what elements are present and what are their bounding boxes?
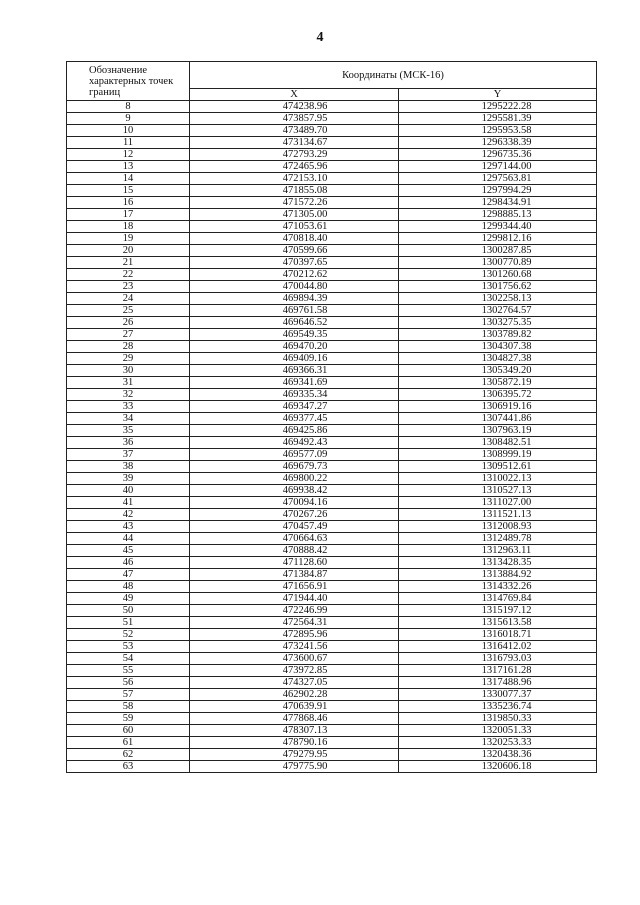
x-coordinate-cell: 471572.26 xyxy=(190,197,399,209)
y-coordinate-cell: 1306395.72 xyxy=(399,389,597,401)
table-row xyxy=(67,449,597,461)
point-cell: 37 xyxy=(67,449,190,461)
x-coordinate-cell: 473241.56 xyxy=(190,641,399,653)
x-coordinate-cell: 471128.60 xyxy=(190,557,399,569)
point-cell: 28 xyxy=(67,341,190,353)
y-coordinate-cell: 1312489.78 xyxy=(399,533,597,545)
x-coordinate-cell: 472153.10 xyxy=(190,173,399,185)
point-cell: 32 xyxy=(67,389,190,401)
point-cell: 27 xyxy=(67,329,190,341)
y-coordinate-cell: 1319850.33 xyxy=(399,713,597,725)
x-coordinate-cell: 470267.26 xyxy=(190,509,399,521)
x-coordinate-cell: 472465.96 xyxy=(190,161,399,173)
y-coordinate-cell: 1297144.00 xyxy=(399,161,597,173)
y-coordinate-cell: 1307963.19 xyxy=(399,425,597,437)
point-cell: 56 xyxy=(67,677,190,689)
point-cell: 39 xyxy=(67,473,190,485)
table-row xyxy=(67,413,597,425)
table-row xyxy=(67,713,597,725)
y-coordinate-cell: 1314332.26 xyxy=(399,581,597,593)
table-row xyxy=(67,725,597,737)
table-row xyxy=(67,461,597,473)
y-coordinate-cell: 1335236.74 xyxy=(399,701,597,713)
point-cell: 36 xyxy=(67,437,190,449)
y-coordinate-cell: 1310022.13 xyxy=(399,473,597,485)
table-row xyxy=(67,593,597,605)
table-row xyxy=(67,641,597,653)
y-coordinate-cell: 1317488.96 xyxy=(399,677,597,689)
table-row xyxy=(67,317,597,329)
x-coordinate-cell: 470094.16 xyxy=(190,497,399,509)
x-coordinate-cell: 470044.80 xyxy=(190,281,399,293)
table-row xyxy=(67,281,597,293)
y-coordinate-cell: 1320253.33 xyxy=(399,737,597,749)
x-coordinate-cell: 473972.85 xyxy=(190,665,399,677)
table-row xyxy=(67,701,597,713)
point-cell: 42 xyxy=(67,509,190,521)
point-cell: 53 xyxy=(67,641,190,653)
y-coordinate-cell: 1301260.68 xyxy=(399,269,597,281)
y-coordinate-cell: 1295581.39 xyxy=(399,113,597,125)
y-coordinate-cell: 1320438.36 xyxy=(399,749,597,761)
table-row xyxy=(67,113,597,125)
x-coordinate-cell: 469347.27 xyxy=(190,401,399,413)
x-coordinate-cell: 470818.40 xyxy=(190,233,399,245)
point-cell: 33 xyxy=(67,401,190,413)
table-row xyxy=(67,677,597,689)
table-row xyxy=(67,389,597,401)
table-row xyxy=(67,197,597,209)
y-coordinate-cell: 1315197.12 xyxy=(399,605,597,617)
y-coordinate-cell: 1295953.58 xyxy=(399,125,597,137)
table-row xyxy=(67,269,597,281)
x-coordinate-cell: 469646.52 xyxy=(190,317,399,329)
table-row xyxy=(67,257,597,269)
table-row xyxy=(67,101,597,113)
x-coordinate-cell: 474238.96 xyxy=(190,101,399,113)
point-cell: 26 xyxy=(67,317,190,329)
table-row xyxy=(67,557,597,569)
point-cell: 61 xyxy=(67,737,190,749)
table-row xyxy=(67,185,597,197)
y-coordinate-cell: 1313884.92 xyxy=(399,569,597,581)
table-row xyxy=(67,341,597,353)
x-column-header: X xyxy=(190,89,399,101)
x-coordinate-cell: 469761.58 xyxy=(190,305,399,317)
table-row xyxy=(67,653,597,665)
y-coordinate-cell: 1311027.00 xyxy=(399,497,597,509)
table-row xyxy=(67,581,597,593)
table-row xyxy=(67,221,597,233)
x-coordinate-cell: 473600.67 xyxy=(190,653,399,665)
y-coordinate-cell: 1303275.35 xyxy=(399,317,597,329)
x-coordinate-cell: 473857.95 xyxy=(190,113,399,125)
table-row xyxy=(67,233,597,245)
x-coordinate-cell: 473134.67 xyxy=(190,137,399,149)
point-cell: 13 xyxy=(67,161,190,173)
y-coordinate-cell: 1295222.28 xyxy=(399,101,597,113)
x-coordinate-cell: 472793.29 xyxy=(190,149,399,161)
point-cell: 20 xyxy=(67,245,190,257)
y-coordinate-cell: 1308999.19 xyxy=(399,449,597,461)
x-coordinate-cell: 471384.87 xyxy=(190,569,399,581)
table-row xyxy=(67,569,597,581)
point-cell: 12 xyxy=(67,149,190,161)
point-cell: 34 xyxy=(67,413,190,425)
point-cell: 52 xyxy=(67,629,190,641)
table-row xyxy=(67,137,597,149)
x-coordinate-cell: 479279.95 xyxy=(190,749,399,761)
table-row xyxy=(67,401,597,413)
x-coordinate-cell: 469425.86 xyxy=(190,425,399,437)
x-coordinate-cell: 470457.49 xyxy=(190,521,399,533)
point-cell: 18 xyxy=(67,221,190,233)
table-row xyxy=(67,473,597,485)
y-coordinate-cell: 1306919.16 xyxy=(399,401,597,413)
table-row xyxy=(67,737,597,749)
table-row xyxy=(67,665,597,677)
point-cell: 58 xyxy=(67,701,190,713)
coordinates-group-header: Координаты (МСК-16) xyxy=(190,62,597,89)
point-cell: 16 xyxy=(67,197,190,209)
point-cell: 22 xyxy=(67,269,190,281)
point-cell: 23 xyxy=(67,281,190,293)
point-cell: 31 xyxy=(67,377,190,389)
x-coordinate-cell: 478790.16 xyxy=(190,737,399,749)
x-coordinate-cell: 469366.31 xyxy=(190,365,399,377)
table-row xyxy=(67,365,597,377)
x-coordinate-cell: 469377.45 xyxy=(190,413,399,425)
y-coordinate-cell: 1330077.37 xyxy=(399,689,597,701)
table-row xyxy=(67,149,597,161)
point-cell: 29 xyxy=(67,353,190,365)
y-coordinate-cell: 1316412.02 xyxy=(399,641,597,653)
table-body xyxy=(67,101,597,773)
table-row xyxy=(67,485,597,497)
y-coordinate-cell: 1315613.58 xyxy=(399,617,597,629)
x-coordinate-cell: 471053.61 xyxy=(190,221,399,233)
y-coordinate-cell: 1304827.38 xyxy=(399,353,597,365)
table-row xyxy=(67,329,597,341)
x-coordinate-cell: 472246.99 xyxy=(190,605,399,617)
table-row xyxy=(67,425,597,437)
x-coordinate-cell: 469577.09 xyxy=(190,449,399,461)
point-cell: 57 xyxy=(67,689,190,701)
x-coordinate-cell: 469341.69 xyxy=(190,377,399,389)
point-cell: 24 xyxy=(67,293,190,305)
x-coordinate-cell: 469679.73 xyxy=(190,461,399,473)
x-coordinate-cell: 469894.39 xyxy=(190,293,399,305)
point-cell: 47 xyxy=(67,569,190,581)
y-coordinate-cell: 1300287.85 xyxy=(399,245,597,257)
table-row xyxy=(67,353,597,365)
y-coordinate-cell: 1317161.28 xyxy=(399,665,597,677)
y-coordinate-cell: 1305349.20 xyxy=(399,365,597,377)
y-coordinate-cell: 1301756.62 xyxy=(399,281,597,293)
point-cell: 46 xyxy=(67,557,190,569)
y-coordinate-cell: 1297994.29 xyxy=(399,185,597,197)
x-coordinate-cell: 462902.28 xyxy=(190,689,399,701)
point-cell: 10 xyxy=(67,125,190,137)
y-coordinate-cell: 1309512.61 xyxy=(399,461,597,473)
table-row xyxy=(67,749,597,761)
point-cell: 14 xyxy=(67,173,190,185)
x-coordinate-cell: 471305.00 xyxy=(190,209,399,221)
table-row xyxy=(67,293,597,305)
x-coordinate-cell: 473489.70 xyxy=(190,125,399,137)
y-coordinate-cell: 1308482.51 xyxy=(399,437,597,449)
y-coordinate-cell: 1305872.19 xyxy=(399,377,597,389)
table-row xyxy=(67,245,597,257)
point-cell: 50 xyxy=(67,605,190,617)
x-coordinate-cell: 470888.42 xyxy=(190,545,399,557)
x-coordinate-cell: 470639.91 xyxy=(190,701,399,713)
x-coordinate-cell: 472895.96 xyxy=(190,629,399,641)
x-coordinate-cell: 469800.22 xyxy=(190,473,399,485)
y-coordinate-cell: 1299812.16 xyxy=(399,233,597,245)
x-coordinate-cell: 469470.20 xyxy=(190,341,399,353)
table-row xyxy=(67,509,597,521)
y-coordinate-cell: 1311521.13 xyxy=(399,509,597,521)
y-coordinate-cell: 1313428.35 xyxy=(399,557,597,569)
x-coordinate-cell: 471656.91 xyxy=(190,581,399,593)
y-coordinate-cell: 1298885.13 xyxy=(399,209,597,221)
y-coordinate-cell: 1320606.18 xyxy=(399,761,597,773)
point-cell: 63 xyxy=(67,761,190,773)
table-row xyxy=(67,629,597,641)
y-coordinate-cell: 1316793.03 xyxy=(399,653,597,665)
table-row xyxy=(67,605,597,617)
page-number: 4 xyxy=(316,30,324,45)
x-coordinate-cell: 471855.08 xyxy=(190,185,399,197)
table-row xyxy=(67,209,597,221)
point-cell: 45 xyxy=(67,545,190,557)
point-cell: 35 xyxy=(67,425,190,437)
y-coordinate-cell: 1296338.39 xyxy=(399,137,597,149)
x-coordinate-cell: 470212.62 xyxy=(190,269,399,281)
y-coordinate-cell: 1316018.71 xyxy=(399,629,597,641)
table-row xyxy=(67,437,597,449)
y-coordinate-cell: 1296735.36 xyxy=(399,149,597,161)
coordinates-table xyxy=(66,61,597,773)
table-row xyxy=(67,125,597,137)
y-coordinate-cell: 1314769.84 xyxy=(399,593,597,605)
y-coordinate-cell: 1302258.13 xyxy=(399,293,597,305)
table-row xyxy=(67,689,597,701)
x-coordinate-cell: 471944.40 xyxy=(190,593,399,605)
y-coordinate-cell: 1300770.89 xyxy=(399,257,597,269)
table-row xyxy=(67,497,597,509)
x-coordinate-cell: 469335.34 xyxy=(190,389,399,401)
point-cell: 30 xyxy=(67,365,190,377)
point-designation-header: Обозначение характерных точек границ xyxy=(67,62,190,101)
y-coordinate-cell: 1320051.33 xyxy=(399,725,597,737)
table-row xyxy=(67,305,597,317)
table-row xyxy=(67,617,597,629)
x-coordinate-cell: 477868.46 xyxy=(190,713,399,725)
point-cell: 49 xyxy=(67,593,190,605)
y-coordinate-cell: 1299344.40 xyxy=(399,221,597,233)
y-coordinate-cell: 1312963.11 xyxy=(399,545,597,557)
point-cell: 15 xyxy=(67,185,190,197)
point-cell: 40 xyxy=(67,485,190,497)
point-cell: 25 xyxy=(67,305,190,317)
point-cell: 11 xyxy=(67,137,190,149)
table-row xyxy=(67,161,597,173)
x-coordinate-cell: 479775.90 xyxy=(190,761,399,773)
x-coordinate-cell: 469409.16 xyxy=(190,353,399,365)
point-cell: 48 xyxy=(67,581,190,593)
point-cell: 21 xyxy=(67,257,190,269)
y-coordinate-cell: 1307441.86 xyxy=(399,413,597,425)
x-coordinate-cell: 478307.13 xyxy=(190,725,399,737)
point-cell: 55 xyxy=(67,665,190,677)
y-coordinate-cell: 1310527.13 xyxy=(399,485,597,497)
y-coordinate-cell: 1302764.57 xyxy=(399,305,597,317)
point-cell: 41 xyxy=(67,497,190,509)
point-cell: 19 xyxy=(67,233,190,245)
table-row xyxy=(67,173,597,185)
point-cell: 9 xyxy=(67,113,190,125)
point-cell: 60 xyxy=(67,725,190,737)
x-coordinate-cell: 469549.35 xyxy=(190,329,399,341)
table-row xyxy=(67,377,597,389)
point-cell: 54 xyxy=(67,653,190,665)
point-cell: 38 xyxy=(67,461,190,473)
x-coordinate-cell: 469938.42 xyxy=(190,485,399,497)
x-coordinate-cell: 469492.43 xyxy=(190,437,399,449)
y-coordinate-cell: 1303789.82 xyxy=(399,329,597,341)
table-row xyxy=(67,533,597,545)
y-coordinate-cell: 1297563.81 xyxy=(399,173,597,185)
x-coordinate-cell: 470664.63 xyxy=(190,533,399,545)
table-header xyxy=(67,62,597,101)
x-coordinate-cell: 470397.65 xyxy=(190,257,399,269)
x-coordinate-cell: 470599.66 xyxy=(190,245,399,257)
table-row xyxy=(67,545,597,557)
point-cell: 43 xyxy=(67,521,190,533)
x-coordinate-cell: 472564.31 xyxy=(190,617,399,629)
point-cell: 17 xyxy=(67,209,190,221)
point-cell: 59 xyxy=(67,713,190,725)
y-coordinate-cell: 1312008.93 xyxy=(399,521,597,533)
point-cell: 51 xyxy=(67,617,190,629)
y-coordinate-cell: 1304307.38 xyxy=(399,341,597,353)
x-coordinate-cell: 474327.05 xyxy=(190,677,399,689)
point-cell: 62 xyxy=(67,749,190,761)
point-cell: 44 xyxy=(67,533,190,545)
table-row xyxy=(67,521,597,533)
y-coordinate-cell: 1298434.91 xyxy=(399,197,597,209)
table-row xyxy=(67,761,597,773)
y-column-header: Y xyxy=(399,89,597,101)
point-cell: 8 xyxy=(67,101,190,113)
